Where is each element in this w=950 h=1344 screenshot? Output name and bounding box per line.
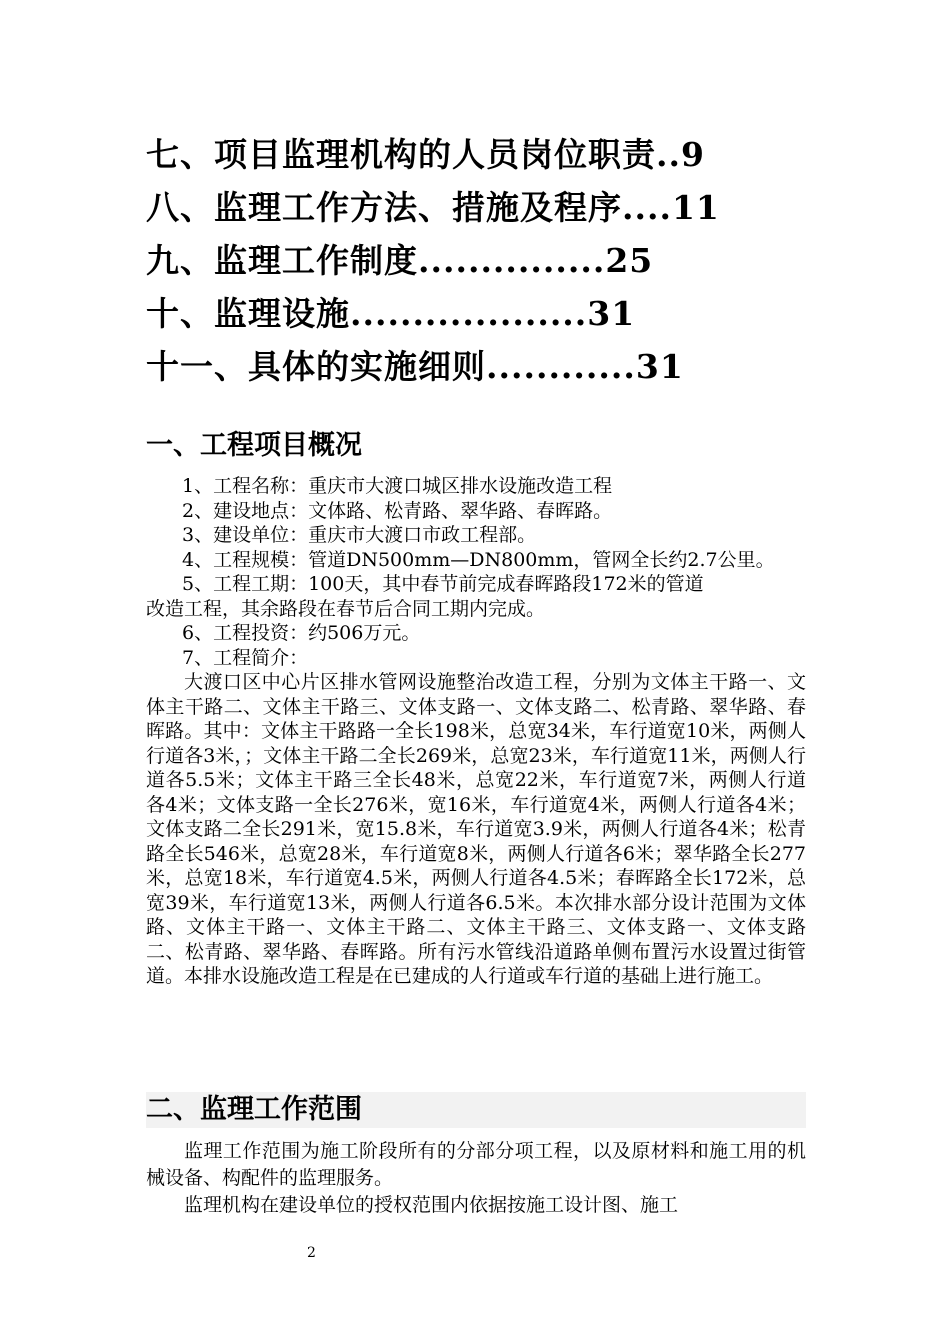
section-body	[146, 1138, 806, 1219]
list-item: 4、工程规模：管道DN500mm—DN800mm，管网全长约2.7公里。	[182, 548, 775, 571]
list-item: 2、建设地点：文体路、松青路、翠华路、春晖路。	[182, 499, 613, 522]
toc-entry[interactable]: 八、监理工作方法、措施及程序....11	[146, 188, 720, 227]
section-heading: 二、监理工作范围	[146, 1092, 806, 1128]
list-item-continuation: 改造工程，其余路段在春节后合同工期内完成。	[146, 597, 546, 620]
list-item: 3、建设单位：重庆市大渡口市政工程部。	[182, 524, 537, 546]
body-paragraph: 监理工作范围为施工阶段所有的分部分项工程，以及原材料和施工用的机械设备、构配件的监理服务。	[146, 1140, 806, 1189]
list-item: 6、工程投资：约506万元。	[182, 622, 421, 644]
list-item: 1、工程名称：重庆市大渡口城区排水设施改造工程	[182, 475, 613, 497]
toc-entry[interactable]: 十一、具体的实施细则............31	[146, 347, 684, 386]
toc-entry[interactable]: 九、监理工作制度...............25	[146, 241, 654, 280]
table-of-contents	[146, 128, 826, 393]
section-body	[146, 474, 806, 989]
body-paragraph: 监理机构在建设单位的授权范围内依据按施工设计图、施工	[184, 1194, 679, 1216]
body-paragraph: 大渡口区中心片区排水管网设施整治改造工程，分别为文体主干路一、文体主干路二、文体主干路三、文体支路一、文体支路二、松青路、翠华路、春晖路。其中：文体主干路路一全长198米，总宽34米，车行道宽10米，两侧人行道各3米，；文体主干路二全长269米，总宽23米，车行道宽11米，两侧人行道各5.5米；文体主干路三全长48米，总宽22米，车行道宽7米，两侧人行道各4米；文体支路一全长276米，宽16米，车行道宽4米，两侧人行道各4米；文体支路二全长291米，宽15.8米，车行道宽3.9米，两侧人行道各4米；松青路全长546米，总宽28米，车行道宽8米，两侧人行道各6米；翠华路全长277米，总宽18米，车行道宽4.5米，两侧人行道各4.5米；春晖路全长172米，总宽39米，车行道宽13米，两侧人行道各6.5米。本次排水部分设计范围为文体路、文体主干路一、文体主干路二、文体主干路三、文体支路一、文体支路二、松青路、翠华路、春晖路。所有污水管线沿道路单侧布置污水设置过街管道。本排水设施改造工程是在已建成的人行道或车行道的基础上进行施工。	[146, 671, 806, 987]
toc-entry[interactable]: 七、项目监理机构的人员岗位职责..9	[146, 135, 705, 174]
list-item: 5、工程工期：100天，其中春节前完成春晖路段172米的管道	[182, 573, 704, 595]
section-heading: 一、工程项目概况	[146, 430, 362, 461]
list-item: 7、工程简介：	[182, 646, 309, 669]
page-number: 2	[307, 1245, 316, 1261]
toc-entry[interactable]: 十、监理设施...................31	[146, 294, 636, 333]
